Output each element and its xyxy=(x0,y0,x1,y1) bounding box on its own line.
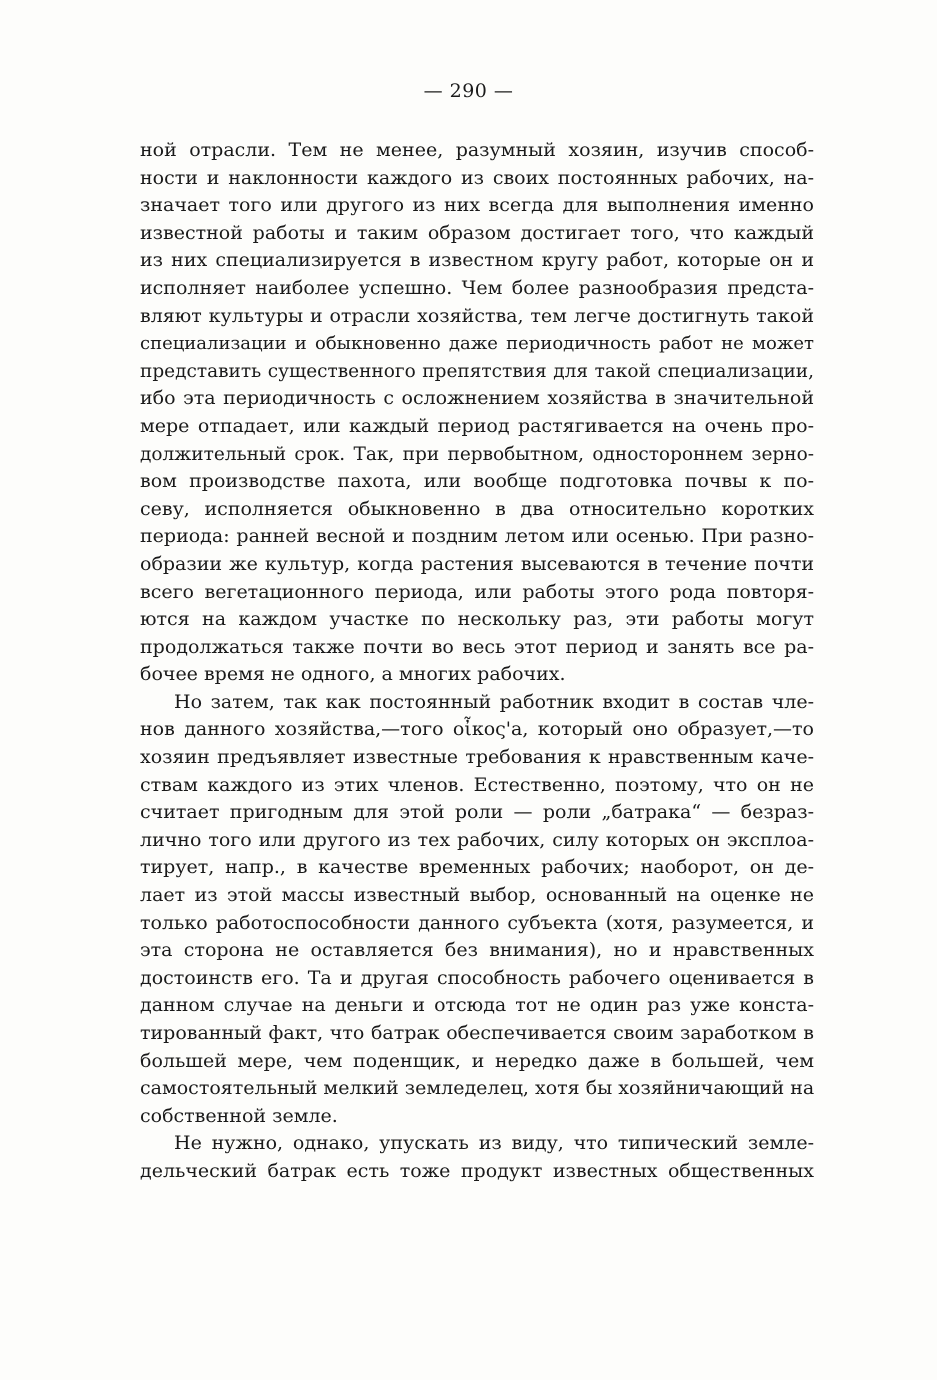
paragraph xyxy=(140,1130,814,1185)
text-line: Не нужно, однако, упускать из виду, что типический земле- xyxy=(174,1132,814,1155)
body-text xyxy=(140,137,814,1186)
text-line: тирует, напр., в качестве временных рабочих; наоборот, он де- xyxy=(140,856,814,879)
text-line: вляют культуры и отрасли хозяйства, тем легче достигнуть такой xyxy=(140,304,814,327)
text-line: известной работы и таким образом достигает того, что каждый xyxy=(140,221,814,244)
text-line: значает того или другого из них всегда для выполнения именно xyxy=(140,194,814,217)
text-line: представить существенного препятствия для такой специализации, xyxy=(140,360,814,382)
text-line: хозяин предъявляет известные требования к нравственным каче- xyxy=(140,746,814,769)
text-line: вом производстве пахота, или вообще подготовка почвы к по- xyxy=(140,470,814,493)
paragraph xyxy=(140,689,814,1131)
text-line: ной отрасли. Тем не менее, разумный хозяин, изучив способ- xyxy=(140,139,814,161)
text-line: ствам каждого из этих членов. Естественно, поэтому, что он не xyxy=(140,773,814,796)
text-line: большей мере, чем поденщик, и нередко даже в большей, чем xyxy=(140,1049,814,1072)
text-line: образии же культур, когда растения высеваются в течение почти xyxy=(140,552,814,575)
text-line: мере отпадает, или каждый период растягивается на очень про- xyxy=(140,414,814,437)
text-line: ибо эта периодичность с осложнением хозяйства в значительной xyxy=(140,387,814,410)
text-line: из них специализируется в известном кругу работ, которые он и xyxy=(140,249,814,272)
text-line: лает из этой массы известный выбор, основанный на оценке не xyxy=(140,884,814,907)
text-line: считает пригодным для этой роли — роли „батрака“ — безраз- xyxy=(140,801,814,824)
text-line: только работоспособности данного субъекта (хотя, разумеется, и xyxy=(140,911,814,934)
text-line: севу, исполняется обыкновенно в два относительно коротких xyxy=(140,497,814,520)
text-line: собственной земле. xyxy=(140,1104,338,1127)
text-line: дельческий батрак есть тоже продукт известных общественных xyxy=(140,1159,814,1182)
text-line: нов данного хозяйства,—того οἶκος'а, который оно образует,—то xyxy=(140,718,814,741)
text-line: самостоятельный мелкий земледелец, хотя бы хозяйничающий на xyxy=(140,1077,814,1100)
text-line: Но затем, так как постоянный работник входит в состав чле- xyxy=(174,690,814,713)
paragraph xyxy=(140,137,814,689)
text-line: бочее время не одного, а многих рабочих. xyxy=(140,663,566,686)
text-line: данном случае на деньги и отсюда тот не один раз уже конста- xyxy=(140,994,814,1017)
page-number: — 290 — xyxy=(423,80,514,102)
text-line: достоинств его. Та и другая способность рабочего оценивается в xyxy=(140,966,814,989)
text-line: ются на каждом участке по нескольку раз, эти работы могут xyxy=(140,608,814,631)
text-line: продолжаться также почти во весь этот период и занять все ра- xyxy=(140,635,814,658)
text-line: лично того или другого из тех рабочих, силу которых он эксплоа- xyxy=(140,828,814,851)
text-line: тированный факт, что батрак обеспечивается своим заработком в xyxy=(140,1022,814,1044)
text-line: должительный срок. Так, при первобытном, одностороннем зерно- xyxy=(140,443,814,465)
text-line: эта сторона не оставляется без внимания), но и нравственных xyxy=(140,939,814,962)
text-line: ности и наклонности каждого из своих постоянных рабочих, на- xyxy=(140,166,814,189)
text-line: исполняет наиболее успешно. Чем более разнообразия предста- xyxy=(140,276,814,299)
text-line: специализации и обыкновенно даже периодичность работ не может xyxy=(140,333,814,355)
text-line: периода: ранней весной и поздним летом или осенью. При разно- xyxy=(140,525,814,548)
text-line: всего вегетационного периода, или работы этого рода повторя- xyxy=(140,580,814,603)
